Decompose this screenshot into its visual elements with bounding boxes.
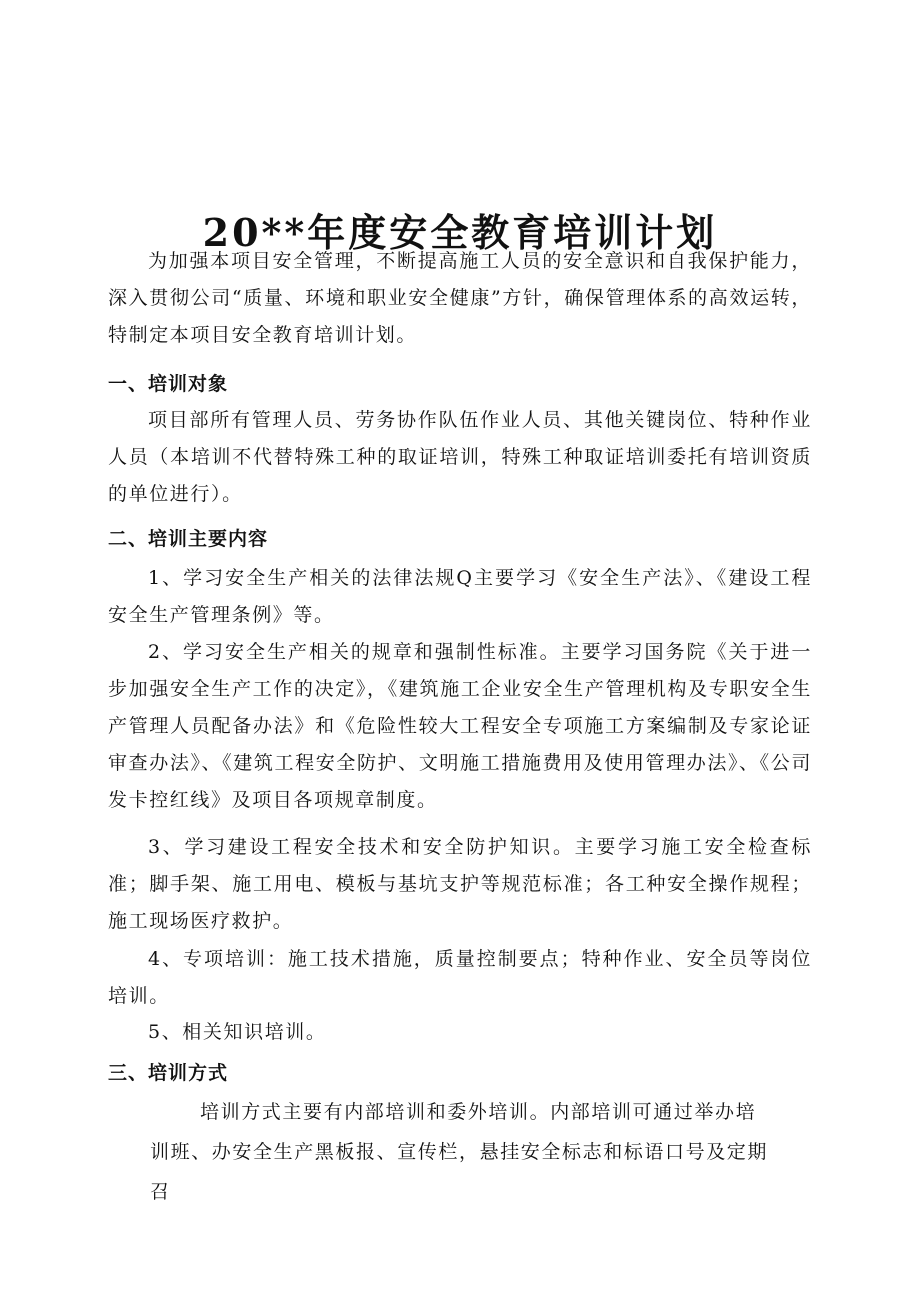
intro-paragraph: 为加强本项目安全管理，不断提高施工人员的安全意识和自我保护能力，深入贯彻公司“质量、环境和职业安全健康”方针，确保管理体系的高效运转，特制定本项目安全教育培训计划。 xyxy=(108,250,812,346)
content-item-4: 4、专项培训：施工技术措施，质量控制要点；特种作业、安全员等岗位培训。 xyxy=(108,948,812,1007)
content-item-5: 5、相关知识培训。 xyxy=(148,1021,327,1043)
section-paragraph-training-methods: 培训方式主要有内部培训和委外培训。内部培训可通过举办培训班、办安全生产黑板报、宣传栏，悬挂安全标志和标语口号及定期召 xyxy=(150,1101,769,1203)
section-heading-training-methods: 三、培训方式 xyxy=(108,1062,229,1084)
page-title: 20**年度安全教育培训计划 xyxy=(202,210,718,256)
content-item-1: 1、学习安全生产相关的法律法规Q主要学习《安全生产法》、《建设工程安全生产管理条例》等。 xyxy=(108,567,812,626)
section-paragraph-training-targets: 项目部所有管理人员、劳务协作队伍作业人员、其他关键岗位、特种作业人员（本培训不代替特殊工种的取证培训，特殊工种取证培训委托有培训资质的单位进行）。 xyxy=(108,409,812,505)
content-item-3: 3、学习建设工程安全技术和安全防护知识。主要学习施工安全检查标准；脚手架、施工用电、模板与基坑支护等规范标准；各工种安全操作规程；施工现场医疗救护。 xyxy=(108,836,812,932)
section-heading-training-targets: 一、培训对象 xyxy=(108,373,229,395)
section-heading-training-content: 二、培训主要内容 xyxy=(108,528,269,550)
content-item-2: 2、学习安全生产相关的规章和强制性标准。主要学习国务院《关于进一步加强安全生产工作的决定》，《建筑施工企业安全生产管理机构及专职安全生产管理人员配备办法》和《危险性较大工程安全专项施工方案编制及专家论证审查办法》、《建筑工程安全防护、文明施工措施费用及使用管理办法》、《公司发卡控红线》及项目各项规章制度。 xyxy=(108,641,812,811)
